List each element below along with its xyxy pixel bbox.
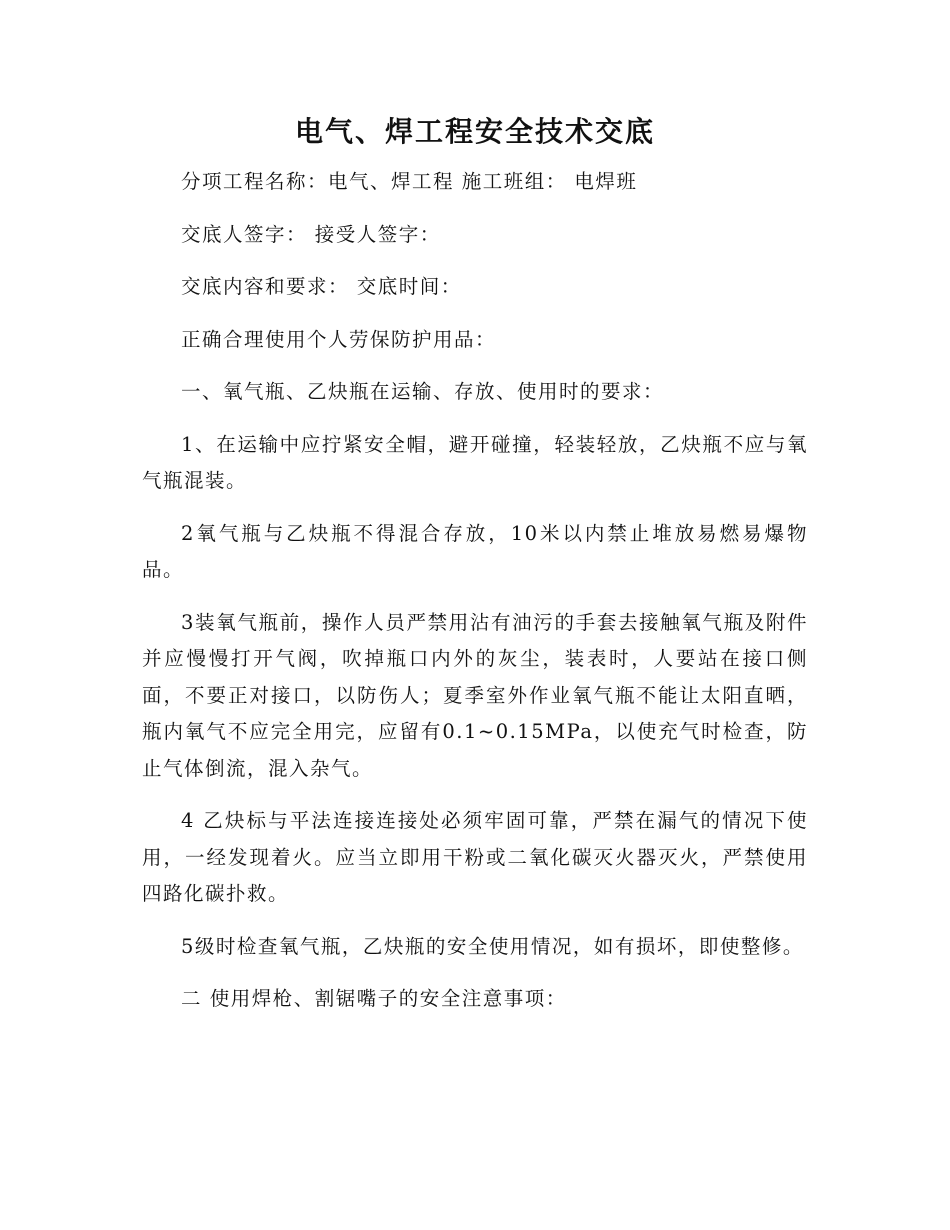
document-title: 电气、焊工程安全技术交底 bbox=[294, 115, 655, 148]
section-heading-cylinders: 一、氧气瓶、乙炔瓶在运输、存放、使用时的要求： bbox=[181, 380, 665, 403]
paragraph-item-1: 1、在运输中应拧紧安全帽，避开碰撞，轻装轻放，乙炔瓶不应与氧气瓶混装。 bbox=[142, 432, 808, 492]
paragraph-item-4: 4 乙炔标与平法连接连接处必须牢固可靠，严禁在漏气的情况下使用，一经发现着火。应当立即用干粉或二氧化碳灭火器灭火，严禁使用四路化碳扑救。 bbox=[142, 809, 808, 905]
project-name-line: 分项工程名称：电气、焊工程 施工班组： 电焊班 bbox=[181, 170, 638, 193]
paragraph-item-3: 3装氧气瓶前，操作人员严禁用沾有油污的手套去接触氧气瓶及附件并应慢慢打开气阀，吹掉瓶口内外的灰尘，装表时，人要站在接口侧面，不要正对接口，以防伤人；夏季室外作业氧气瓶不能让太阳直晒，瓶内氧气不应完全用完，应留有0.1~0.15MPa，以使充气时检查，防止气体倒流，混入杂气。 bbox=[142, 610, 808, 780]
section-heading-torches: 二 使用焊枪、割锯嘴子的安全注意事项： bbox=[181, 987, 567, 1010]
content-time-line: 交底内容和要求： 交底时间： bbox=[181, 275, 462, 298]
paragraph-item-5: 5级时检查氧气瓶，乙炔瓶的安全使用情况，如有损坏，即使整修。 bbox=[181, 934, 804, 958]
paragraph-ppe: 正确合理使用个人劳保防护用品： bbox=[181, 327, 497, 351]
paragraph-item-2: 2氧气瓶与乙炔瓶不得混合存放，10米以内禁止堆放易燃易爆物品。 bbox=[142, 521, 808, 581]
signature-line: 交底人签字： 接受人签字： bbox=[181, 222, 441, 246]
